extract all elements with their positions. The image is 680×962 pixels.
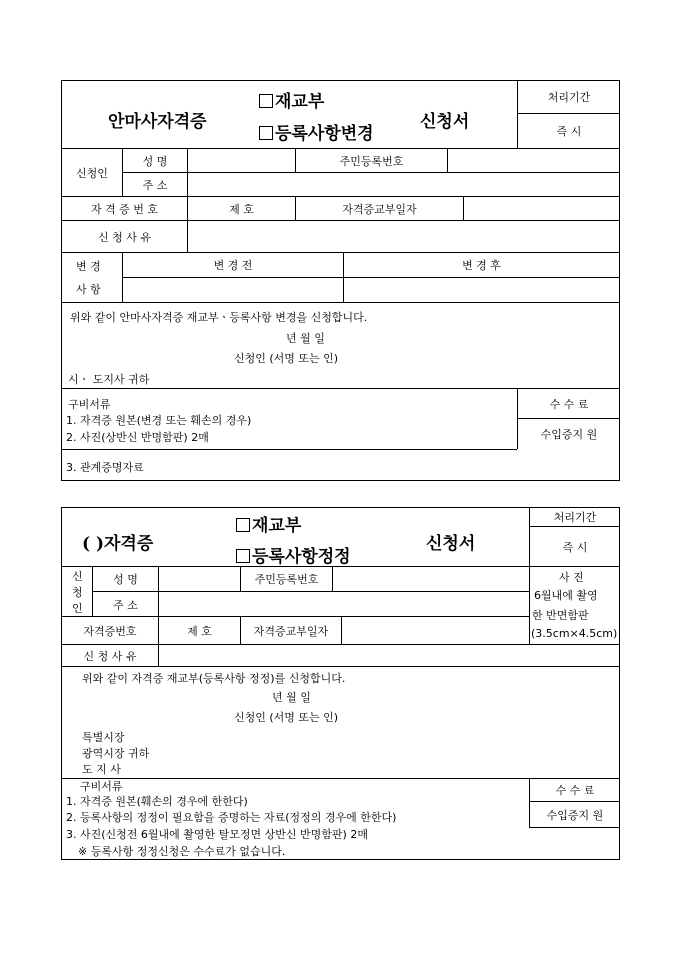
form2-processing-box <box>529 508 620 566</box>
form1-license-no-label: 자 격 증 번 호 <box>62 197 188 221</box>
form2-applicant-label: 신 청 인 <box>62 567 93 617</box>
form2-statement: 위와 같이 자격증 재교부(등록사항 정정)를 신청합니다. <box>82 672 346 685</box>
checkbox-reissue-2[interactable] <box>236 518 250 532</box>
form2-docs-header: 구비서류 <box>80 780 123 793</box>
form2-processing-label: 처리기간 <box>530 508 620 527</box>
form2-option-correct: 등록사항정정 <box>236 542 351 567</box>
form2-addressee-2: 광역시장 귀하 <box>82 747 150 760</box>
form1-change-items-label: 변 경 사 항 <box>62 253 123 303</box>
checkbox-reissue[interactable] <box>259 94 273 108</box>
form1-reason-field[interactable] <box>188 221 619 253</box>
form1-fee-value: 수입증지 원 <box>540 428 598 441</box>
form1-date-line: 년 월 일 <box>286 332 325 345</box>
form2-title-suffix: 신청서 <box>426 534 476 554</box>
form1-address-label: 주 소 <box>123 173 188 197</box>
form2-reason-label: 신 청 사 유 <box>62 645 159 667</box>
form1-rrn-field[interactable] <box>448 149 619 172</box>
form2-processing-value: 즉 시 <box>562 540 588 554</box>
form1-applicant-label: 신청인 <box>62 149 123 197</box>
form2-photo-box: 사 진 6월내에 촬영 한 반면함판 (3.5cm×4.5cm) <box>529 566 620 645</box>
form1-processing-box <box>517 81 620 148</box>
form1-after-field[interactable] <box>344 278 619 303</box>
form1-issue-date-field[interactable] <box>464 197 619 221</box>
form2-fee-label: 수 수 료 <box>530 779 620 802</box>
form2-license-no-label: 자격증번호 <box>62 617 159 645</box>
form2-issue-date-label: 자격증교부일자 <box>241 617 342 645</box>
form2-license-no-value[interactable]: 제 호 <box>159 617 241 645</box>
form2-doc-1: 1. 자격증 원본(훼손의 경우에 한한다) <box>66 795 248 808</box>
form1-after-label: 변 경 후 <box>462 259 501 272</box>
form1-issue-date-label: 자격증교부일자 <box>296 197 464 221</box>
form2-rrn-label: 주민등록번호 <box>241 567 333 591</box>
form2-addressee-1: 특별시장 <box>82 731 125 744</box>
form1-rrn-label: 주민등록번호 <box>296 149 448 172</box>
form1-addressee: 시ㆍ 도지사 귀하 <box>68 373 150 386</box>
form1-doc-3: 3. 관계증명자료 <box>66 461 144 474</box>
form-1 <box>61 80 620 481</box>
form-2 <box>61 507 620 860</box>
form2-fee-value: 수입증지 원 <box>546 808 604 822</box>
form2-option-reissue: 재교부 <box>236 511 301 536</box>
form2-name-field[interactable] <box>159 567 241 591</box>
form2-date-line: 년 월 일 <box>272 691 311 704</box>
form2-reason-field[interactable] <box>159 645 619 667</box>
form2-signer-line: 신청인 (서명 또는 인) <box>234 711 339 724</box>
form1-name-label: 성 명 <box>123 149 188 173</box>
form1-name-field[interactable] <box>188 149 296 172</box>
form1-processing-value: 즉 시 <box>556 125 582 138</box>
form1-title-prefix: 안마사자격증 <box>108 112 207 132</box>
form1-license-no-value[interactable]: 제 호 <box>188 197 296 221</box>
form2-rrn-field[interactable] <box>333 567 529 591</box>
checkbox-change[interactable] <box>259 126 273 140</box>
form2-name-label: 성 명 <box>113 573 138 586</box>
form2-address-label: 주 소 <box>113 598 138 612</box>
checkbox-correct[interactable] <box>236 549 250 563</box>
form1-option-change: 등록사항변경 <box>259 119 374 144</box>
form1-reason-label: 신 청 사 유 <box>62 221 188 253</box>
form2-issue-date-field[interactable] <box>342 617 529 645</box>
form1-processing-label: 처리기간 <box>518 81 620 114</box>
form2-address-field[interactable] <box>159 592 529 617</box>
form1-doc-2: 2. 사진(상반신 반명함판) 2매 <box>66 431 209 444</box>
form2-addressee-3: 도 지 사 <box>82 763 121 776</box>
form1-title-suffix: 신청서 <box>420 112 470 132</box>
form1-signer-line: 신청인 (서명 또는 인) <box>234 352 339 365</box>
form1-fee-label: 수 수 료 <box>518 389 620 419</box>
form1-before-field[interactable] <box>123 278 343 303</box>
form1-address-field[interactable] <box>188 173 619 197</box>
form1-docs-header: 구비서류 <box>68 398 111 411</box>
form2-doc-3: 3. 사진(신청전 6월내에 촬영한 탈모정면 상반신 반명함판) 2매 <box>66 828 368 841</box>
form1-statement: 위와 같이 안마사자격증 재교부ㆍ등록사항 변경을 신청합니다. <box>70 311 368 324</box>
form2-doc-2: 2. 등록사항의 정정이 필요함을 증명하는 자료(정정의 경우에 한한다) <box>66 811 397 824</box>
form2-note: ※ 등록사항 정정신청은 수수료가 없습니다. <box>78 845 286 858</box>
form2-title-prefix: ( )자격증 <box>82 534 154 554</box>
form1-option-reissue: 재교부 <box>259 87 324 112</box>
form1-before-label: 변 경 전 <box>213 259 253 272</box>
form1-doc-1: 1. 자격증 원본(변경 또는 훼손의 경우) <box>66 414 252 427</box>
